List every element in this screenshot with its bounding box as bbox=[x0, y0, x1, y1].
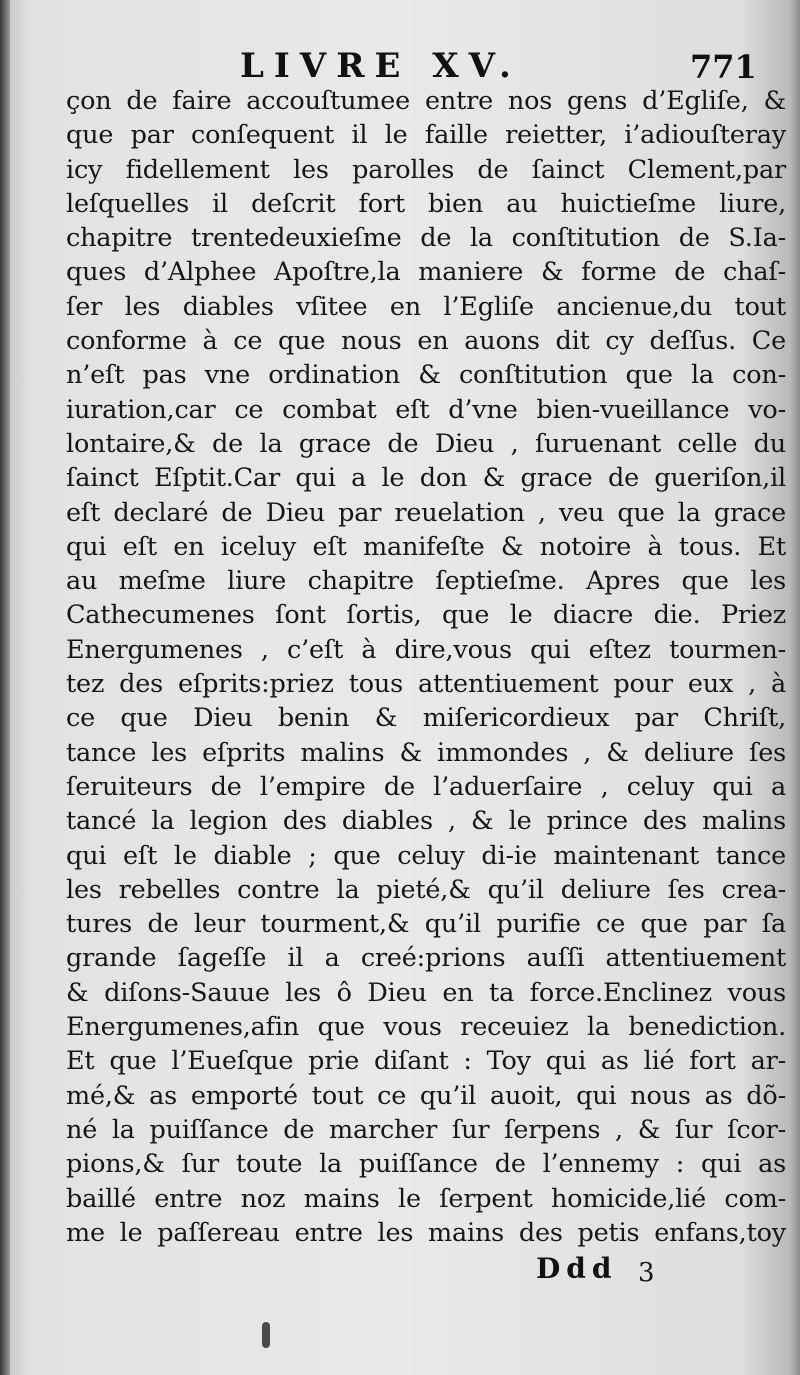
page-header bbox=[0, 46, 800, 86]
text-line: & diſons-Sauue les ô Dieu en ta force.Enclinez vous bbox=[66, 977, 786, 1008]
text-line: qui eſt en iceluy eſt manifeſte & notoire à tous. Et bbox=[66, 531, 786, 562]
text-line: me le paſſereau entre les mains des petis enfans,toy bbox=[66, 1217, 786, 1248]
text-line: Et que l’Eueſque prie diſant : Toy qui as lié fort ar- bbox=[66, 1046, 786, 1077]
text-line: ſainct Eſptit.Car qui a le don & grace de gueriſon,il bbox=[66, 463, 786, 494]
text-line: mé,& as emporté tout ce qu’il auoit, qui nous as dõ- bbox=[66, 1080, 786, 1111]
text-line: Energumenes , c’eſt à dire,vous qui eſtez tourmen- bbox=[66, 634, 786, 665]
text-line: icy fidellement les parolles de ſainct Clement,par bbox=[66, 154, 786, 185]
text-line: que par conſequent il le faille reietter, i’adiouſteray bbox=[66, 120, 786, 151]
text-line: au meſme liure chapitre ſeptieſme. Apres que les bbox=[66, 566, 786, 597]
text-line: ques d’Alphee Apoſtre,la maniere & forme de chaſ- bbox=[66, 257, 786, 288]
text-line: tez des eſprits:priez tous attentiuement pour eux , à bbox=[66, 669, 786, 700]
text-line: eſt declaré de Dieu par reuelation , veu que la grace bbox=[66, 497, 786, 528]
page-gutter-edge bbox=[0, 0, 10, 1375]
page-number: 771 bbox=[690, 48, 757, 86]
text-line: ſeruiteurs de l’empire de l’aduerſaire , celuy qui a bbox=[66, 771, 786, 802]
text-line: Energumenes,afin que vous receuiez la benediction. bbox=[66, 1012, 786, 1043]
text-line: tancé la legion des diables , & le prince des malins bbox=[66, 806, 786, 837]
text-line: lontaire,& de la grace de Dieu , ſuruenant celle du bbox=[66, 428, 786, 459]
signature-number: 3 bbox=[638, 1258, 655, 1288]
text-line: né la puiſſance de marcher ſur ſerpens , & ſur ſcor- bbox=[66, 1114, 786, 1145]
body-text bbox=[66, 84, 786, 1250]
text-line: grande ſageſſe il a creé:prions auſſi attentiuement bbox=[66, 943, 786, 974]
ink-blot bbox=[262, 1322, 270, 1348]
text-line: baillé entre noz mains le ſerpent homicide,lié com- bbox=[66, 1183, 786, 1214]
text-line: conforme à ce que nous en auons dit cy deſſus. Ce bbox=[66, 326, 786, 357]
text-line: ſer les diables vſitee en l’Egliſe ancienue,du tout bbox=[66, 291, 786, 322]
text-line: çon de faire accouſtumee entre nos gens d’Egliſe, & bbox=[66, 86, 786, 116]
text-line: qui eſt le diable ; que celuy di-ie maintenant tance bbox=[66, 840, 786, 871]
text-line: leſquelles il deſcrit fort bien au huictieſme liure, bbox=[66, 188, 786, 219]
text-line: n’eſt pas vne ordination & conſtitution que la con- bbox=[66, 360, 786, 391]
text-line: tures de leur tourment,& qu’il purifie ce que par ſa bbox=[66, 909, 786, 940]
text-line: les rebelles contre la pieté,& qu’il deliure ſes crea- bbox=[66, 874, 786, 905]
text-line: ce que Dieu benin & miſericordieux par Chriſt, bbox=[66, 703, 786, 734]
text-line: Cathecumenes ſont ſortis, que le diacre die. Priez bbox=[66, 600, 786, 631]
text-line: iuration,car ce combat eſt d’vne bien-vueillance vo- bbox=[66, 394, 786, 425]
text-line: chapitre trentedeuxieſme de la conſtitution de S.Ia- bbox=[66, 223, 786, 254]
running-head: LIVRE XV. bbox=[240, 46, 521, 86]
text-line: pions,& ſur toute la puiſſance de l’ennemy : qui as bbox=[66, 1149, 786, 1180]
signature-mark: Ddd bbox=[536, 1252, 618, 1285]
text-line: tance les eſprits malins & immondes , & deliure ſes bbox=[66, 737, 786, 768]
